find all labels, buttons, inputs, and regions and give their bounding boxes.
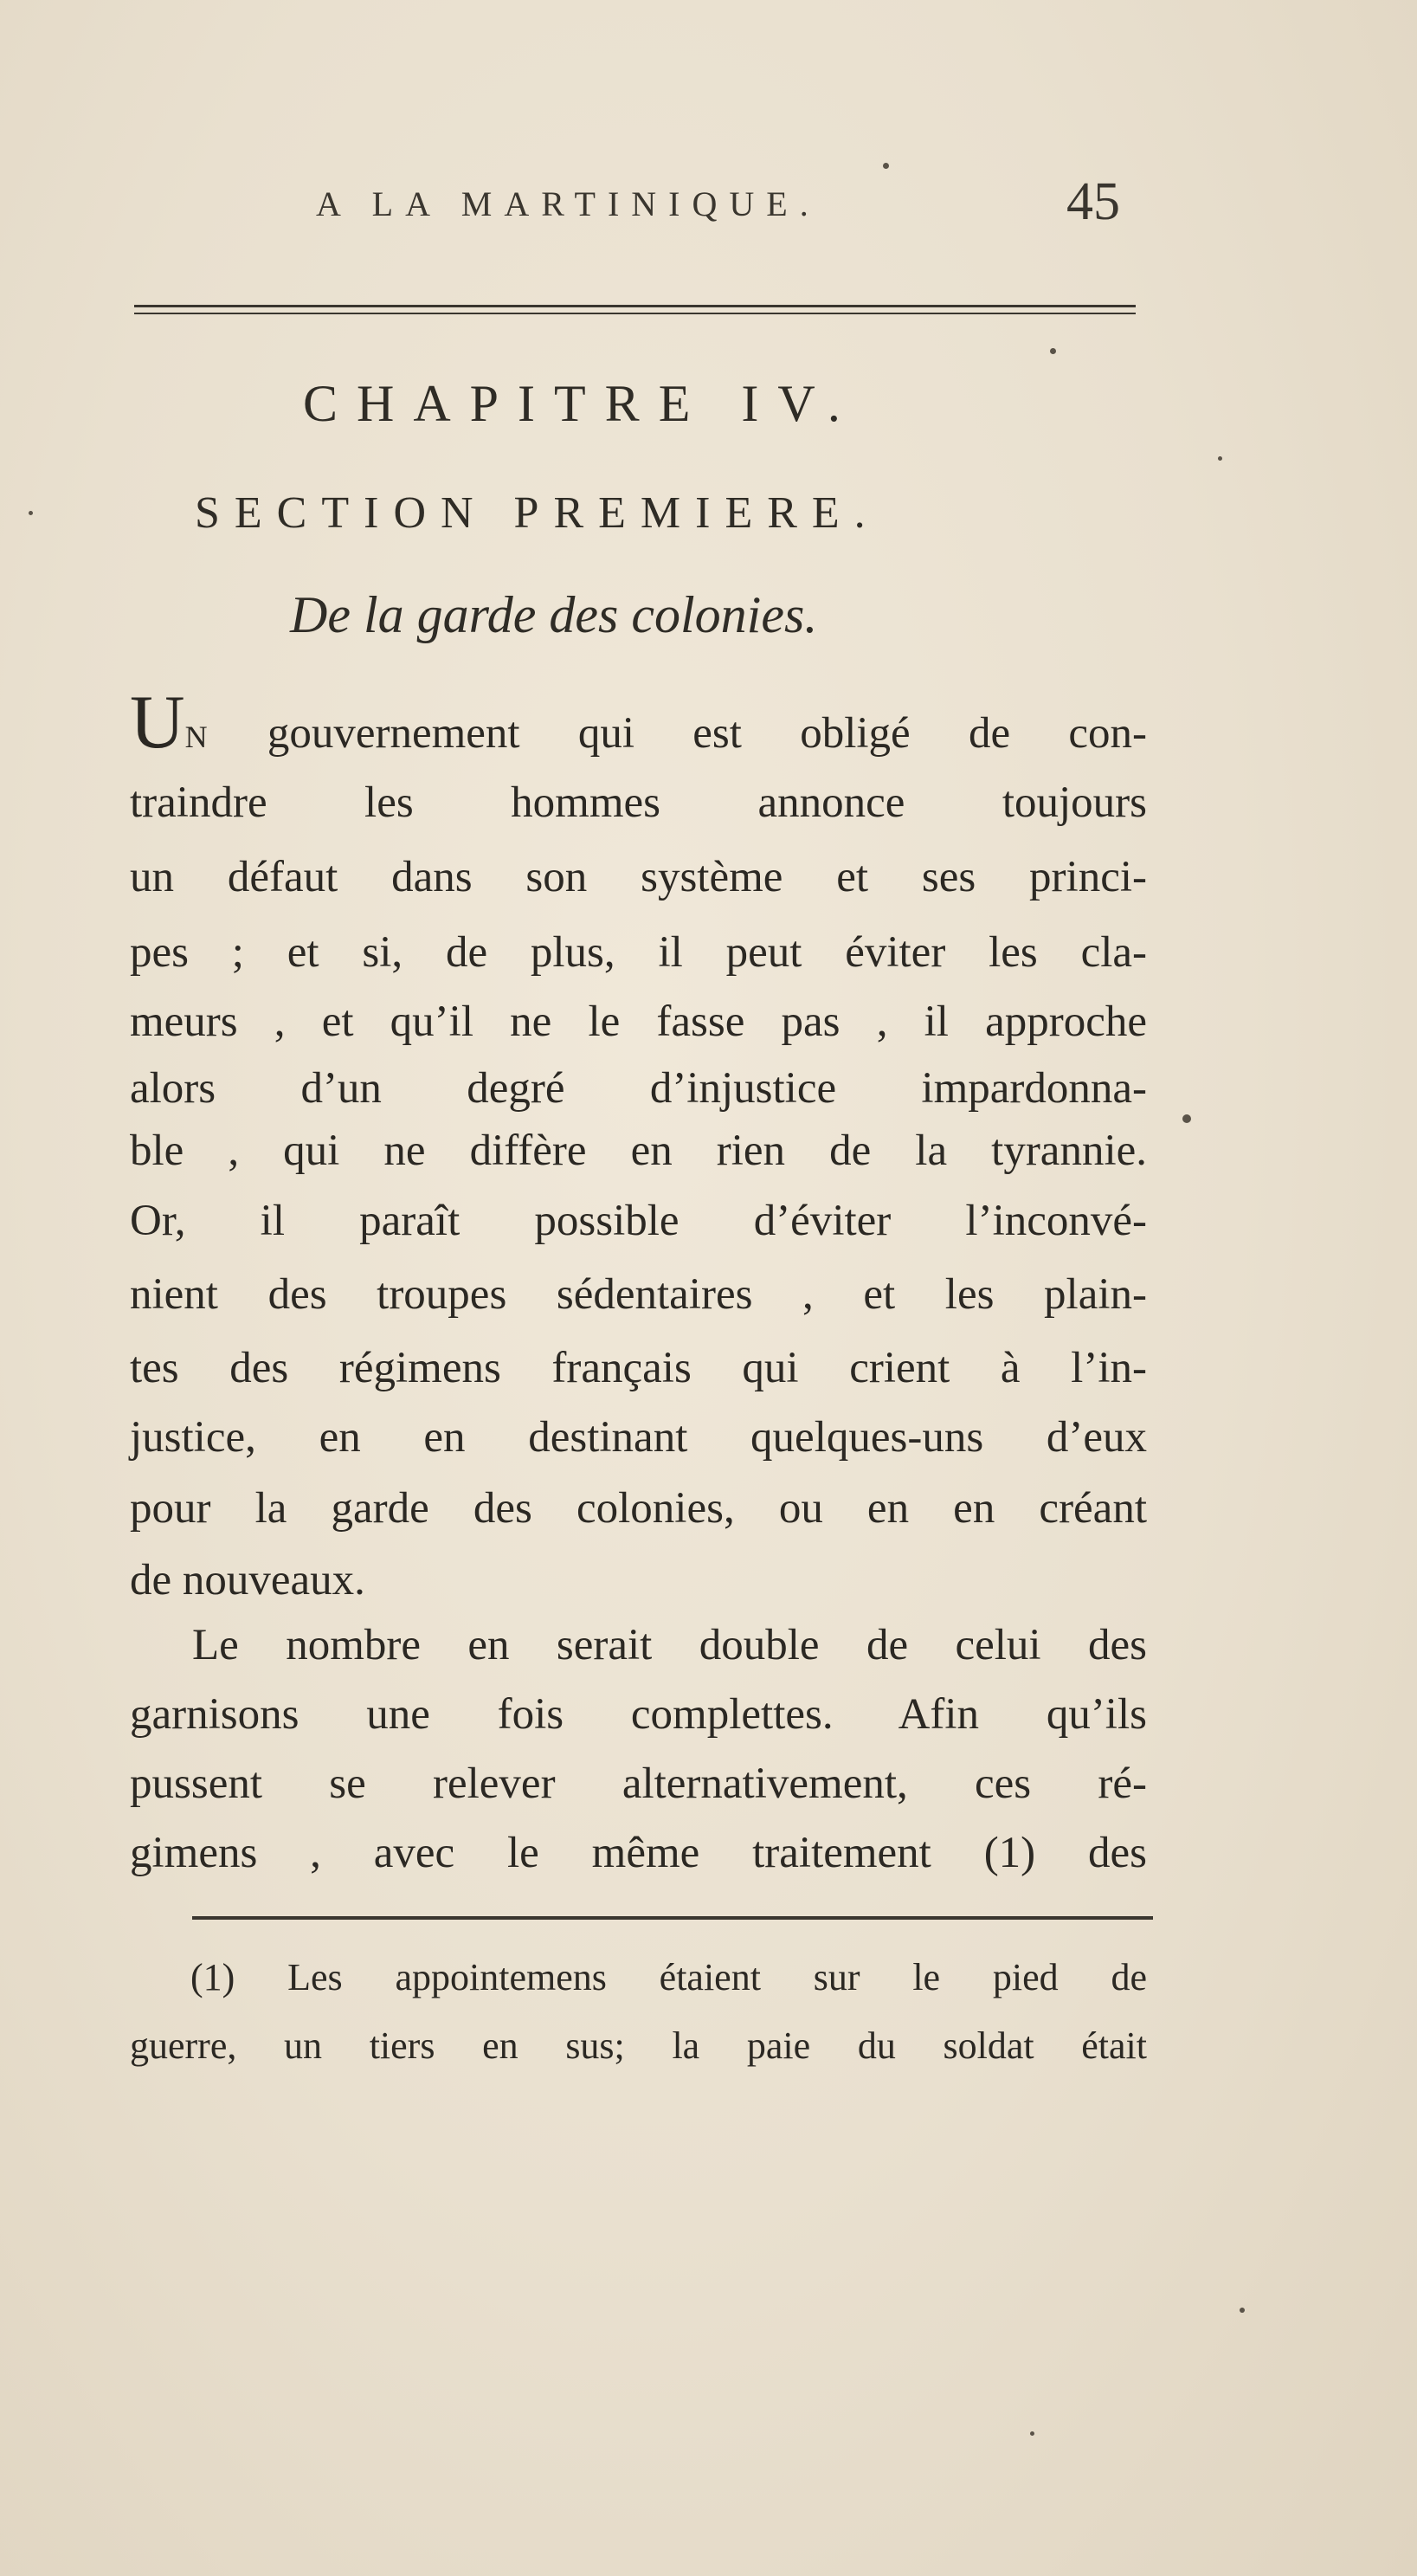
text-line: Or, il paraît possible d’éviter l’inconvé- — [130, 1197, 1147, 1245]
text-line: alors d’un degré d’injustice impardonna- — [130, 1064, 1147, 1113]
text-line-rest: gouvernement qui est obligé de con- — [209, 709, 1147, 758]
paper-speck — [1240, 2308, 1245, 2313]
text-line: nient des troupes sédentaires , et les plain- — [130, 1270, 1147, 1319]
text-line: garnisons une fois complettes. Afin qu’ils — [130, 1690, 1147, 1739]
text-line: tes des régimens français qui crient à l’in- — [130, 1344, 1147, 1392]
header-double-rule — [134, 305, 1136, 319]
footnote-line: (1) Les appointemens étaient sur le pied de — [190, 1956, 1147, 1998]
running-head: A LA MARTINIQUE. — [316, 184, 821, 223]
text-line: meurs , et qu’il ne le fasse pas , il approche — [130, 997, 1147, 1046]
text-line: gimens , avec le même traitement (1) des — [130, 1829, 1147, 1877]
paper-speck — [1050, 348, 1056, 354]
text-line — [130, 681, 1147, 765]
text-line: traindre les hommes annonce toujours — [130, 778, 1147, 827]
page-number: 45 — [1066, 172, 1120, 231]
paper-speck — [1218, 456, 1222, 461]
text-line: justice, en en destinant quelques-uns d’eux — [130, 1413, 1147, 1462]
footnote-line: guerre, un tiers en sus; la paie du soldat était — [130, 2024, 1147, 2067]
text-line: ble , qui ne diffère en rien de la tyrannie. — [130, 1127, 1147, 1175]
small-caps-letter: N — [184, 720, 209, 754]
paper-speck — [29, 511, 33, 515]
text-line: pour la garde des colonies, ou en en créant — [130, 1484, 1147, 1533]
drop-cap: U — [130, 681, 185, 765]
text-line: Le nombre en serait double de celui des — [192, 1621, 1147, 1669]
text-line: pussent se relever alternativement, ces ré- — [130, 1759, 1147, 1808]
paper-speck — [883, 163, 889, 169]
text-line: un défaut dans son système et ses princi- — [130, 853, 1147, 901]
paper-speck — [1182, 1114, 1191, 1123]
text-line: pes ; et si, de plus, il peut éviter les cla- — [130, 928, 1147, 977]
footnote-rule — [192, 1916, 1153, 1920]
subject-heading: De la garde des colonies. — [290, 586, 818, 643]
paper-speck — [1030, 2431, 1034, 2436]
section-heading: SECTION PREMIERE. — [195, 488, 880, 538]
text-line: de nouveaux. — [130, 1556, 365, 1604]
chapter-heading: CHAPITRE IV. — [303, 375, 860, 432]
